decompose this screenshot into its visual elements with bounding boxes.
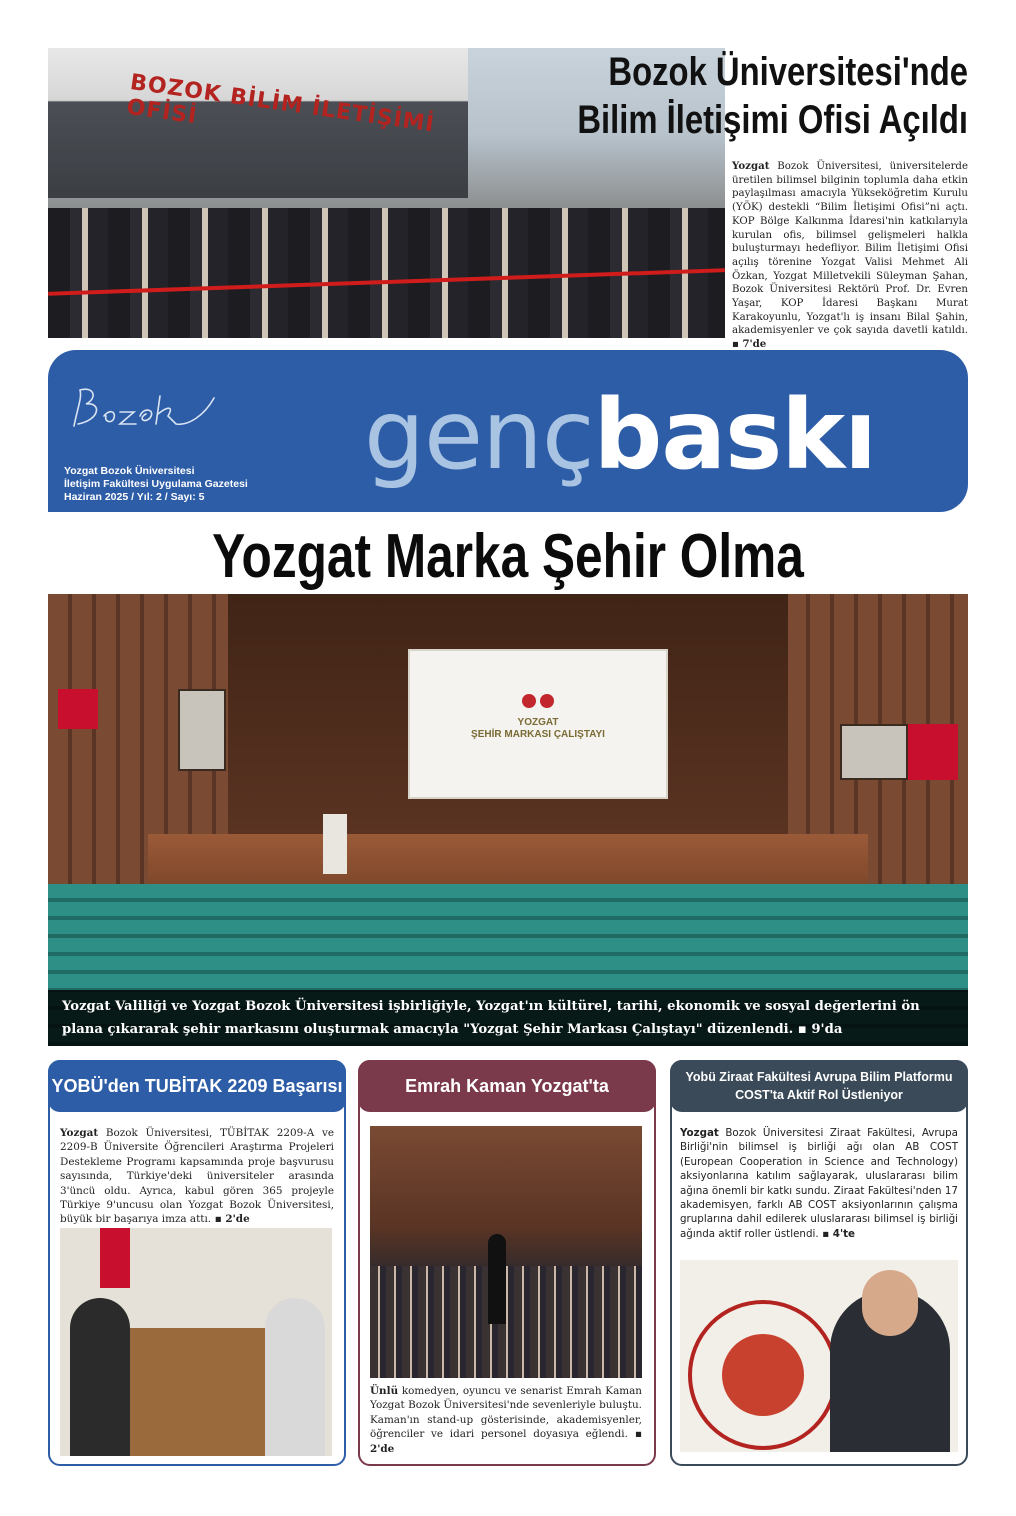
flag <box>100 1228 130 1288</box>
brand-bold: baskı <box>593 379 877 491</box>
screen-line-1: YOZGAT <box>517 717 559 728</box>
top-story-headline: Bozok Üniversitesi'nde Bilim İletişimi Ofisi Açıldı <box>577 50 968 142</box>
audience <box>370 1266 642 1378</box>
main-story-photo <box>48 594 968 1046</box>
column-tubitak-title: YOBÜ'den TUBİTAK 2209 Başarısı <box>48 1060 346 1112</box>
screen-line-2: ŞEHİR MARKASI ÇALIŞTAYI <box>471 729 605 740</box>
screen-emblems <box>522 693 558 707</box>
screen-text <box>410 717 666 741</box>
column-cost-page-ref: ▪ 4'te <box>818 1227 855 1240</box>
meeting-photo <box>60 1228 332 1456</box>
masthead-issue: Haziran 2025 / Yıl: 2 / Sayı: 5 <box>64 491 205 503</box>
performer <box>488 1234 506 1324</box>
column-tubitak-text <box>60 1126 334 1227</box>
person <box>265 1298 325 1456</box>
top-story-text <box>732 160 968 352</box>
brand-light: genç <box>364 379 594 491</box>
projection-screen <box>408 649 668 799</box>
column-cost-text <box>680 1126 958 1241</box>
face <box>862 1270 918 1336</box>
column-emrah-kaman-title: Emrah Kaman Yozgat'ta <box>358 1060 656 1112</box>
caption-text: Yozgat Valiliği ve Yozgat Bozok Üniversitesi işbirliğiyle, Yozgat'ın kültürel, tarihi, ekonomik ve sosyal değerlerini ön plana çıkararak şehir markasını oluşturmak amacıyla "Yozgat Şehir Markası Çalıştayı" düzenlendi. <box>62 999 920 1037</box>
masthead-university: Yozgat Bozok Üniversitesi <box>64 465 195 477</box>
column-emrah-kaman-body: komedyen, oyuncu ve senarist Emrah Kaman Yozgat Bozok Üniversitesi'nde sevenleriyle buluştu. Kaman'ın stand-up gösterisinde, akademisyenler, öğrenciler ve idari personel doyasıya eğlendi. <box>370 1385 642 1441</box>
portrait-photo <box>680 1260 958 1452</box>
main-story-caption <box>62 995 957 1041</box>
signature-logo <box>64 376 224 446</box>
column-tubitak-lead: Yozgat <box>60 1127 99 1139</box>
column-emrah-kaman-page-ref: ▪ 2'de <box>370 1428 642 1455</box>
turkish-flag-left <box>58 689 98 729</box>
top-story-lead: Yozgat <box>732 160 770 172</box>
standup-photo <box>370 1126 642 1378</box>
column-cost-body: Bozok Üniversitesi Ziraat Fakültesi, Avrupa Birliği'nin bilimsel iş birliği ağı olan AB COST (European Cooperation in Science and Technology) aksiyonlarına katılım sağlayarak, uluslararası bilim ağına önemli bir katkı sundu. Ziraat Fakültesi'nden 17 akademisyen, farklı AB COST aksiyonlarının çalışma gruplarına dahil edilerek uluslararası bilimsel iş birliği ağında aktif roller üstlendi. <box>680 1127 958 1240</box>
column-emrah-kaman-text <box>370 1384 642 1456</box>
speaker-podium <box>323 814 347 874</box>
masthead-faculty: İletişim Fakültesi Uygulama Gazetesi <box>64 478 248 490</box>
column-cost-lead: Yozgat <box>680 1127 719 1139</box>
masthead-info <box>64 465 324 504</box>
portrait-frame-right <box>840 724 908 780</box>
person <box>70 1298 130 1456</box>
building-sign: BOZOK BİLİM İLETİŞİMİ OFİSİ <box>125 70 437 138</box>
main-headline: Yozgat Marka Şehir Olma <box>212 522 804 591</box>
caption-page-ref: ▪ 9'da <box>793 1022 843 1037</box>
column-tubitak-page-ref: ▪ 2'de <box>211 1213 250 1226</box>
top-story-page-ref: ▪ 7'de <box>732 338 767 351</box>
portrait-frame-left <box>178 689 226 771</box>
column-emrah-kaman-lead: Ünlü <box>370 1385 399 1397</box>
column-tubitak-body: Bozok Üniversitesi, TÜBİTAK 2209-A ve 2209-B Üniversite Öğrencileri Araştırma Projeleri Destekleme Programı kapsamında proje başvurusu sayısında, Türkiye'deki üniversiteler arasında 3'üncü oldu. Ayrıca, kabul gören 365 projeyle Türkiye 9'uncusu olan Yozgat Bozok Üniversitesi, büyük bir başarıya imza attı. <box>60 1127 334 1226</box>
newspaper-brand <box>364 380 876 500</box>
university-seal <box>688 1300 838 1450</box>
top-story-body: Bozok Üniversitesi, üniversitelerde üretilen bilimsel bilginin toplumla daha etkin paylaşılması amacıyla Yükseköğretim Kurulu (YÖK) destekli “Bilim İletişimi Ofisi”ni açtı. KOP Bölge Kalkınma İdaresi'nin katkılarıyla kurulan ofis, bilimsel gelişmeleri halkla buluşturmayı hedefliyor. Bilim İletişimi Ofisi açılış törenine Yozgat Valisi Mehmet Ali Özkan, Yozgat Milletvekili Süleyman Şahan, Bozok Üniversitesi Rektörü Prof. Dr. Evren Yaşar, KOP İdaresi Başkanı Murat Karakoyunlu, Yozgat'lı iş insanı Bilal Şahin, akademisyenler ve çok sayıda davetli katıldı. <box>732 161 968 337</box>
column-cost-title: Yobü Ziraat Fakültesi Avrupa Bilim Platformu COST'ta Aktif Rol Üstleniyor <box>670 1060 968 1112</box>
